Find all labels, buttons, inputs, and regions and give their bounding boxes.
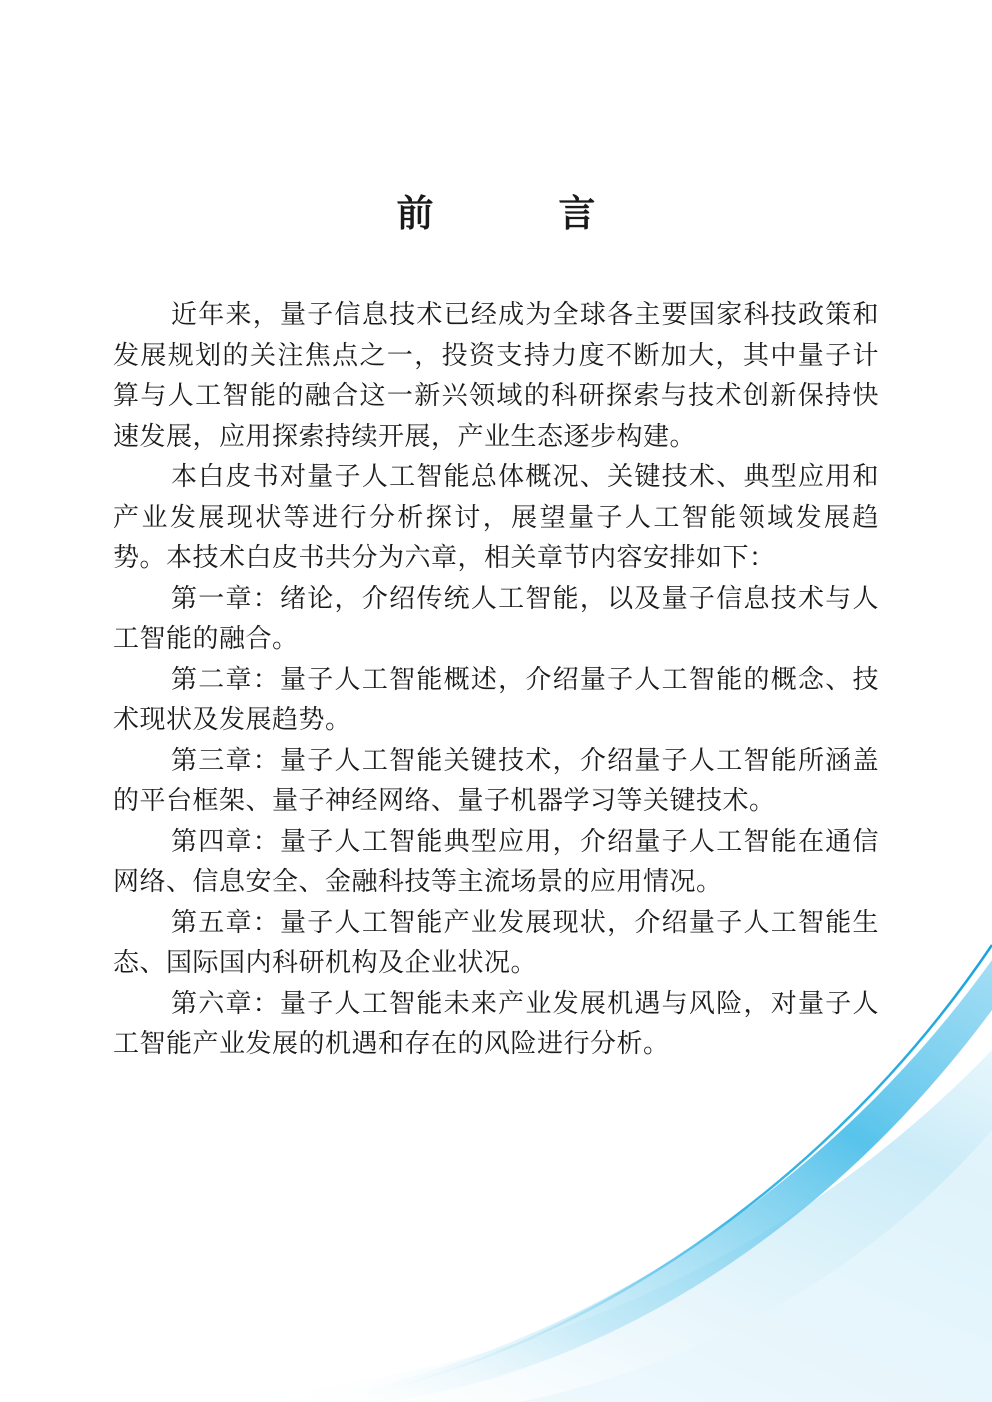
chapter-item: 第五章：量子人工智能产业发展现状，介绍量子人工智能生态、国际国内科研机构及企业状况。 <box>113 907 879 978</box>
page-title: 前 言 <box>396 192 652 235</box>
chapter-item: 第三章：量子人工智能关键技术，介绍量子人工智能所涵盖的平台框架、量子神经网络、量子机器学习等关键技术。 <box>113 745 879 816</box>
chapter-item: 第六章：量子人工智能未来产业发展机遇与风险，对量子人工智能产业发展的机遇和存在的风险进行分析。 <box>113 988 879 1059</box>
chapter-list <box>113 579 879 1065</box>
intro-paragraph: 近年来，量子信息技术已经成为全球各主要国家科技政策和发展规划的关注焦点之一，投资支持力度不断加大，其中量子计算与人工智能的融合这一新兴领域的科研探索与技术创新保持快速发展，应用探索持续开展，产业生态逐步构建。 <box>113 300 879 452</box>
chapter-item: 第一章：绪论，介绍传统人工智能，以及量子信息技术与人工智能的融合。 <box>113 583 879 654</box>
chapter-item: 第四章：量子人工智能典型应用，介绍量子人工智能在通信网络、信息安全、金融科技等主流场景的应用情况。 <box>113 826 879 897</box>
intro-paragraph: 本白皮书对量子人工智能总体概况、关键技术、典型应用和产业发展现状等进行分析探讨，展望量子人工智能领域发展趋势。本技术白皮书共分为六章，相关章节内容安排如下： <box>113 462 879 573</box>
preface-body <box>113 295 879 1065</box>
chapter-item: 第二章：量子人工智能概述，介绍量子人工智能的概念、技术现状及发展趋势。 <box>113 664 879 735</box>
